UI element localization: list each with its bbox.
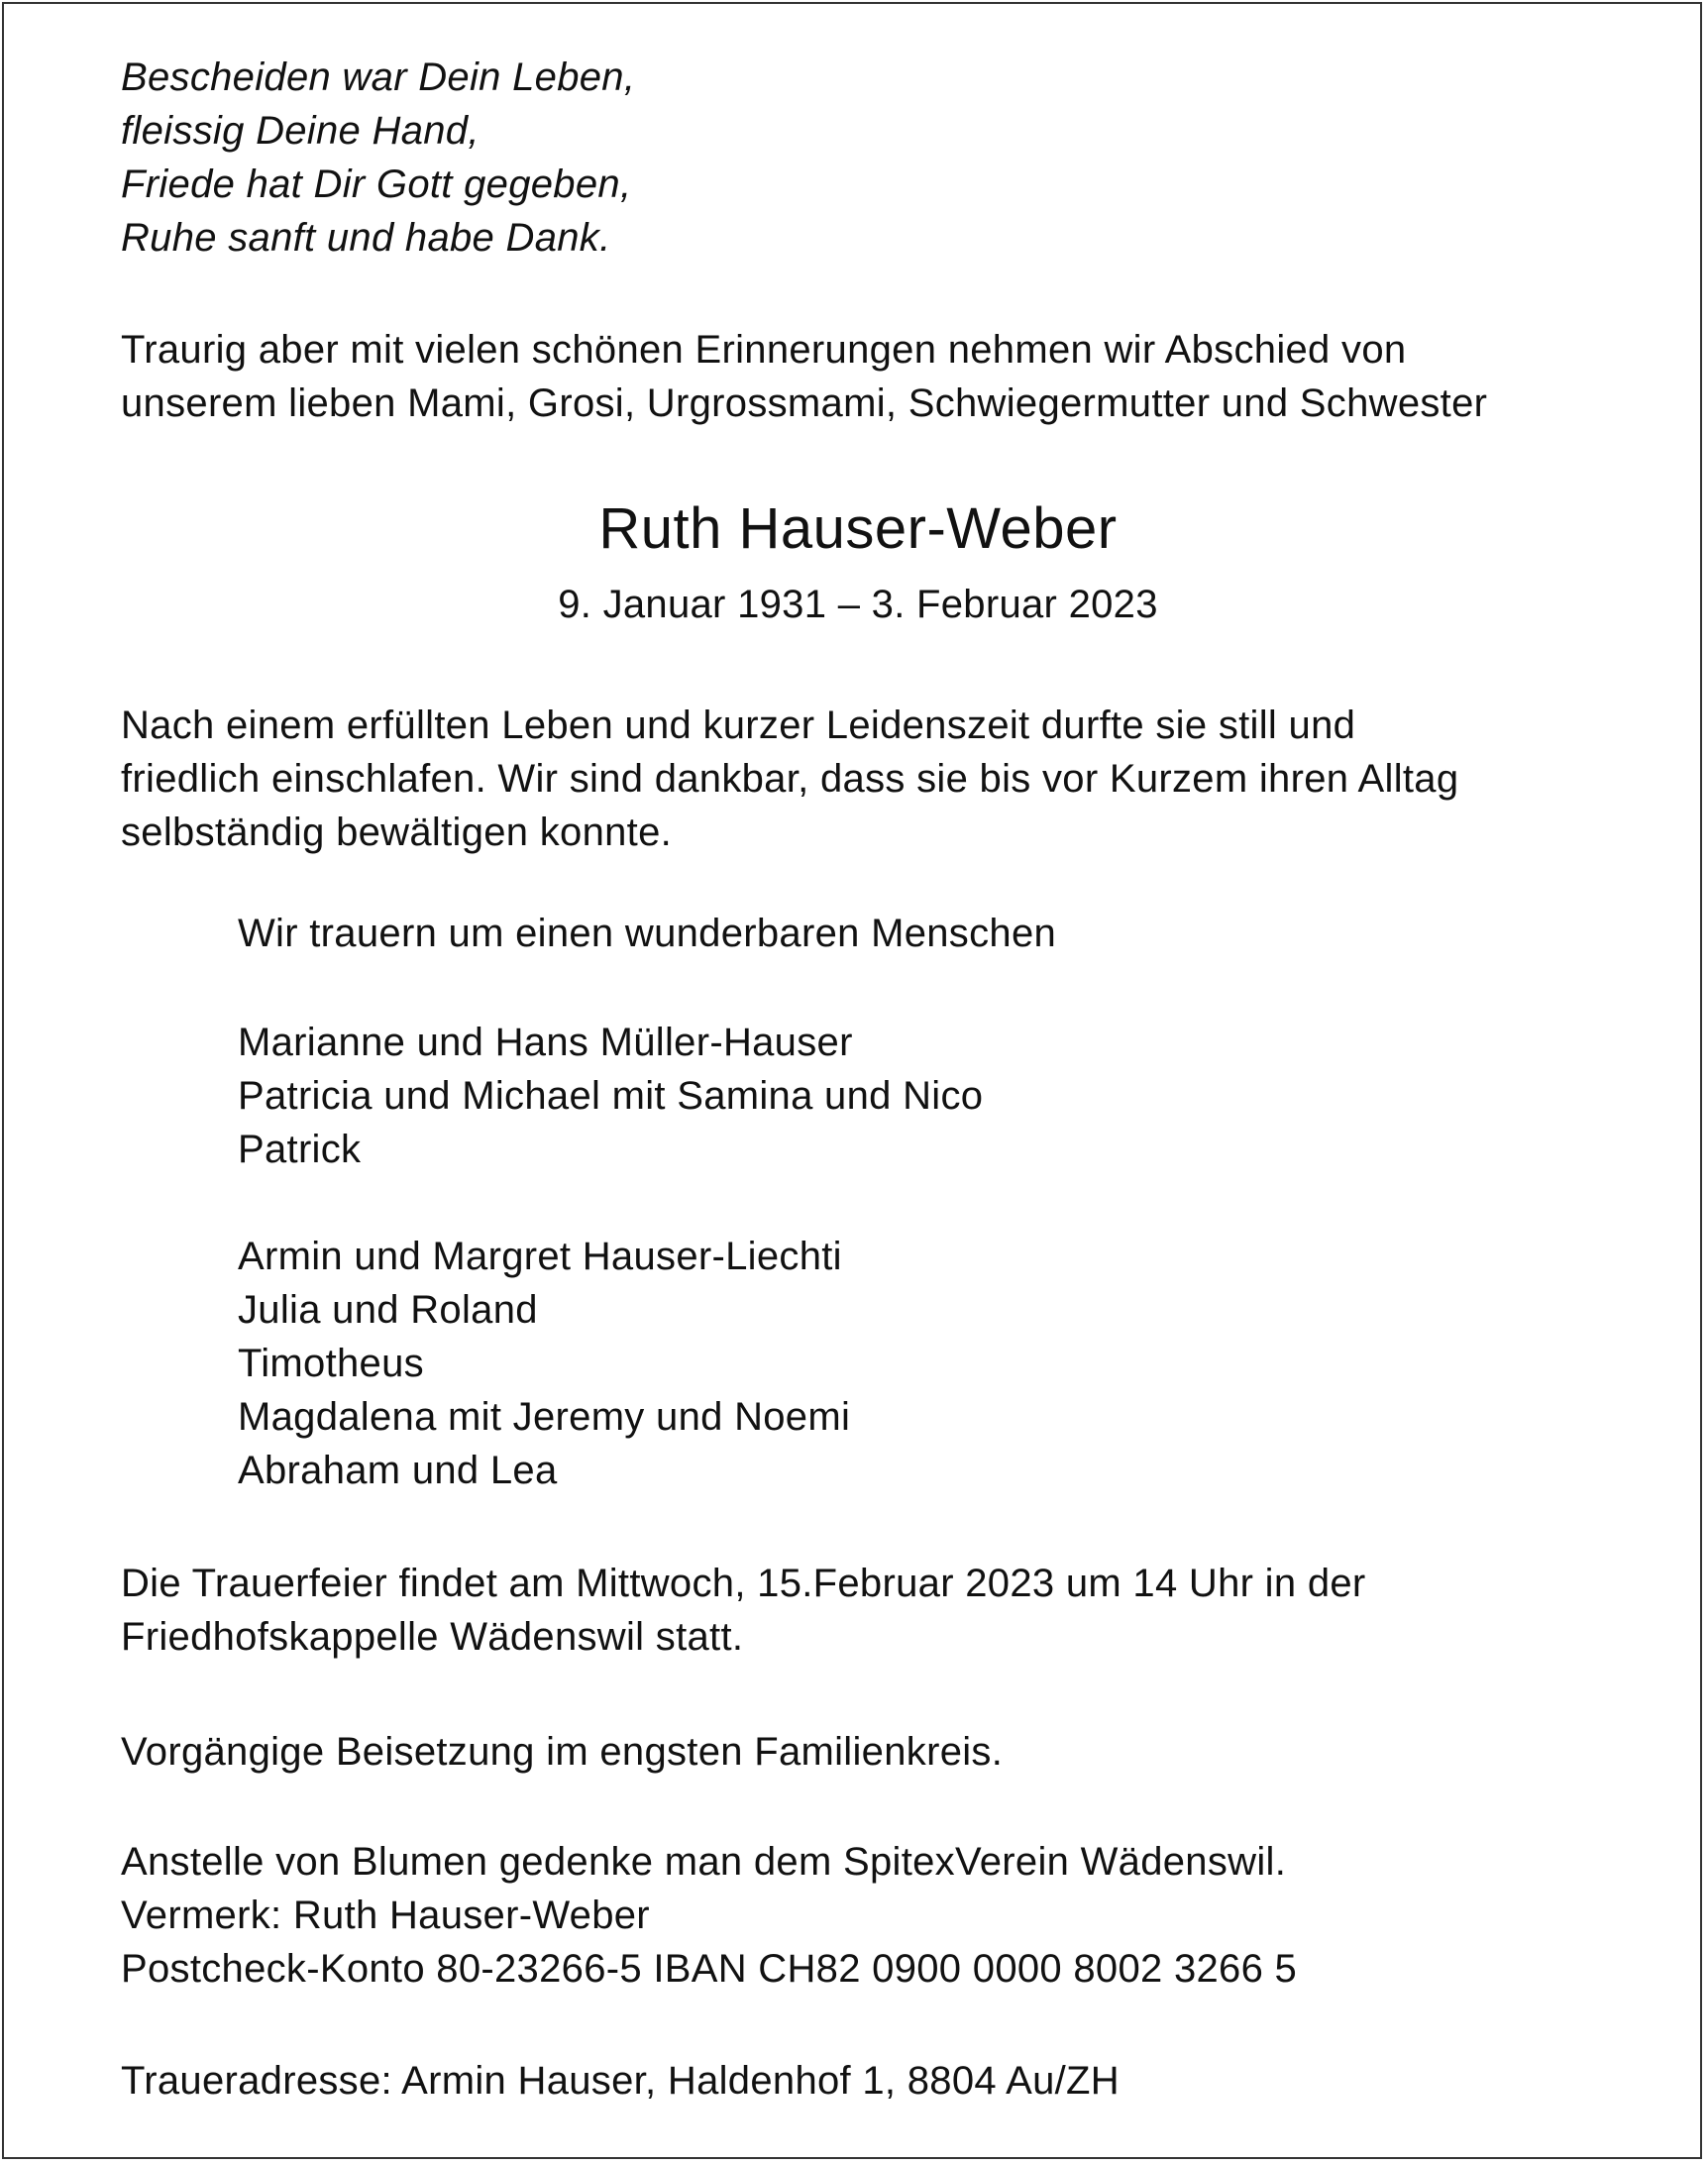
intro-line: unserem lieben Mami, Grosi, Urgrossmami, Schwiegermutter und Schwester [121, 381, 1488, 425]
deceased-name: Ruth Hauser-Weber [598, 496, 1118, 561]
donation-line: Vermerk: Ruth Hauser-Weber [121, 1894, 650, 1937]
mourning-address: Traueradresse: Armin Hauser, Haldenhof 1, 8804 Au/ZH [121, 2059, 1120, 2103]
mourning-line: Wir trauern um einen wunderbaren Menschen [238, 912, 1057, 955]
family-member: Abraham und Lea [238, 1449, 558, 1492]
poem-line: Bescheiden war Dein Leben, [121, 55, 636, 99]
family-member: Marianne und Hans Müller-Hauser [238, 1021, 853, 1064]
intro-line: Traurig aber mit vielen schönen Erinnerungen nehmen wir Abschied von [121, 328, 1407, 372]
family-member: Julia und Roland [238, 1288, 538, 1332]
ceremony-line: Die Trauerfeier findet am Mittwoch, 15.Februar 2023 um 14 Uhr in der [121, 1562, 1366, 1605]
poem-line: fleissig Deine Hand, [121, 109, 480, 153]
family-member: Magdalena mit Jeremy und Noemi [238, 1395, 851, 1439]
family-member: Armin und Margret Hauser-Liechti [238, 1235, 842, 1278]
family-member: Patrick [238, 1128, 362, 1171]
statement-line: friedlich einschlafen. Wir sind dankbar, dass sie bis vor Kurzem ihren Alltag [121, 757, 1459, 801]
obituary-notice [2, 2, 1702, 2159]
statement-line: selbständig bewältigen konnte. [121, 811, 673, 854]
poem-line: Ruhe sanft und habe Dank. [121, 216, 611, 260]
statement-line: Nach einem erfüllten Leben und kurzer Leidenszeit durfte sie still und [121, 704, 1356, 747]
life-dates: 9. Januar 1931 – 3. Februar 2023 [558, 583, 1158, 626]
family-member: Timotheus [238, 1342, 424, 1385]
ceremony-line: Friedhofskappelle Wädenswil statt. [121, 1615, 744, 1659]
burial-note: Vorgängige Beisetzung im engsten Familienkreis. [121, 1730, 1004, 1774]
donation-line: Postcheck-Konto 80-23266-5 IBAN CH82 0900 0000 8002 3266 5 [121, 1947, 1298, 1991]
poem-line: Friede hat Dir Gott gegeben, [121, 162, 632, 206]
family-member: Patricia und Michael mit Samina und Nico [238, 1074, 984, 1118]
donation-line: Anstelle von Blumen gedenke man dem SpitexVerein Wädenswil. [121, 1840, 1287, 1884]
